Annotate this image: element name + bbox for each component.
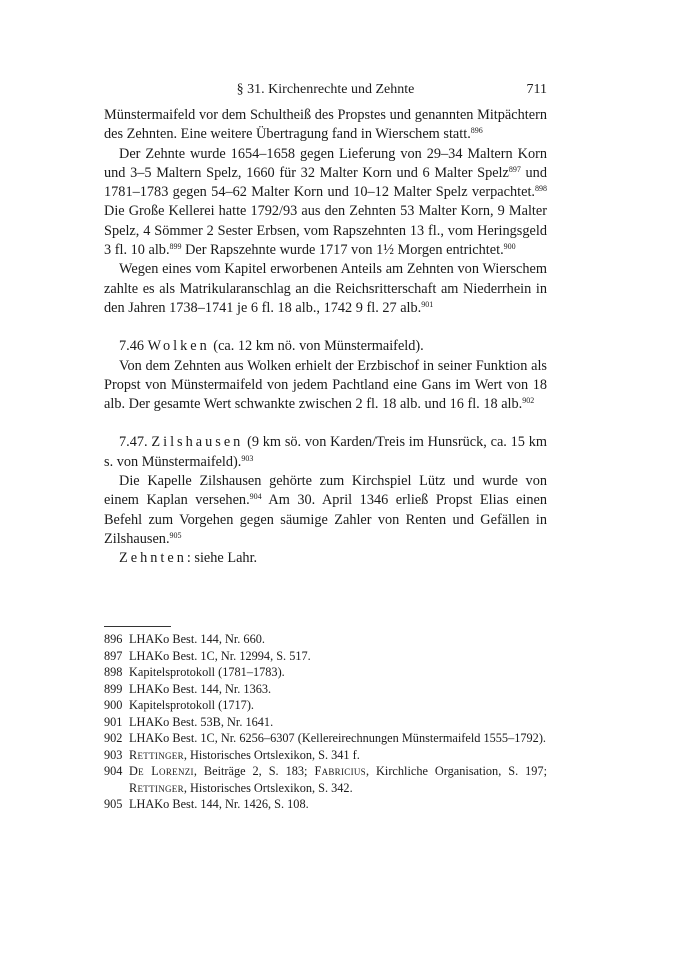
footnote-897 [104,648,547,665]
footnote-ref-896[interactable]: 896 [470,126,483,136]
footnote-number: 904 [104,764,123,778]
footnote-ref-902[interactable]: 902 [522,396,535,406]
author-name: De Lorenzi [129,764,194,778]
footnote-number: 898 [104,665,123,679]
footnote-899 [104,681,547,698]
running-header-title: § 31. Kirchenrechte und Zehnte [236,82,415,97]
footnote-903 [104,747,547,764]
paragraph-zehnte-pacht [104,145,547,261]
text-run: , Kirchliche Organisation, S. 197; [365,764,547,778]
footnote-900 [104,697,547,714]
main-text [104,106,547,569]
footnote-896 [104,631,547,648]
footnote-text [129,747,547,764]
place-name: Wolken [147,338,210,355]
text-run: Wegen eines vom Kapitel erworbenen Anteils am Zehnten von Wierschem zahlte es als Matrikularanschlag an die Reichsritterschaft am Niederrhein in den Jahren 1738–1741 je 6 fl. 18 alb., 1742 9 fl. 27 alb. [104,261,547,316]
text-run: Am 30. April 1346 erließ Propst Elias einen Befehl zum Vorgehen gegen säumige Zahler von Renten und Gefällen in Zilshausen. [104,492,547,547]
footnote-text: LHAKo Best. 1C, Nr. 6256–6307 (Kellereirechnungen Münstermaifeld 1555–1792). [129,731,546,745]
section-heading-wolken [104,337,547,356]
text-run: und 1781–1783 gegen 54–62 Malter Korn und 10–12 Malter Spelz verpachtet. [104,164,547,201]
paragraph-zilshausen [104,472,547,549]
footnote-text: Kapitelsprotokoll (1717). [129,698,254,712]
footnote-901 [104,714,547,731]
section-number: 7.47. [119,434,148,451]
footnote-text [129,763,547,796]
text-run: , Historisches Ortslexikon, S. 342. [183,780,353,795]
footnote-ref-904[interactable]: 904 [249,492,262,502]
footnote-number: 897 [104,648,123,663]
author-name: Rettinger [129,747,184,762]
footnote-902 [104,730,547,747]
footnotes [104,631,547,813]
text-run: , Historisches Ortslexikon, S. 341 f. [183,747,360,762]
text-run: Münstermaifeld vor dem Schultheiß des Propstes und genannten Mitpächtern des Zehnten. Eine weitere Übertragung fand in Wierschem statt. [104,107,547,143]
footnote-ref-898[interactable]: 898 [535,184,547,194]
paragraph-wolken [104,357,547,415]
footnote-ref-897[interactable]: 897 [508,164,521,174]
footnote-904 [104,763,547,796]
footnote-number: 901 [104,714,123,729]
footnote-number: 905 [104,797,123,811]
footnote-text: LHAKo Best. 144, Nr. 660. [129,632,265,646]
footnote-ref-901[interactable]: 901 [421,299,434,309]
text-run: Von dem Zehnten aus Wolken erhielt der Erzbischof in seiner Funktion als Propst von Münstermaifeld von jedem Pachtland eine Gans im Wert von 18 alb. Der gesamte Wert schwankte zwischen 2 fl. 18 alb. und 16 fl. 18 alb. [104,357,547,413]
running-header [104,82,547,106]
footnote-text: LHAKo Best. 53B, Nr. 1641. [129,714,274,729]
text-run: : siehe Lahr. [186,550,258,567]
text-run: Der Zehnte wurde 1654–1658 gegen Lieferung von 29–34 Maltern Korn und 3–5 Maltern Spelz, 1660 für 32 Malter Korn und 6 Malter Spelz [104,145,547,181]
text-run: , Beiträge 2, S. 183; [193,764,315,778]
paragraph-zehnten-ref [104,549,547,568]
text-run: (9 km sö. von Karden/Treis im Hunsrück, ca. 15 km s. von Münstermaifeld). [104,434,547,470]
footnote-898 [104,664,547,681]
text-run: Die Große Kellerei hatte 1792/93 aus den Zehnten 53 Malter Korn, 9 Malter Spelz, 4 Sömmer 2 Sester Erbsen, vom Rapszehnten 13 fl., vom Heringsgeld 3 fl. 10 alb. [104,203,547,259]
footnote-text: LHAKo Best. 1C, Nr. 12994, S. 517. [129,648,311,663]
footnote-ref-903[interactable]: 903 [241,453,254,463]
footnote-number: 896 [104,632,123,646]
footnote-ref-899[interactable]: 899 [169,242,182,252]
zehnten-label: Zehnten [119,550,187,567]
place-name: Zilshausen [151,434,244,451]
section-number: 7.46 [119,338,145,355]
footnote-text: LHAKo Best. 144, Nr. 1426, S. 108. [129,797,309,811]
section-heading-zilshausen [104,433,547,472]
footnote-separator [104,626,171,627]
footnote-number: 900 [104,698,123,712]
footnote-number: 902 [104,731,123,745]
text-run: (ca. 12 km nö. von Münstermaifeld). [209,338,424,355]
footnote-number: 899 [104,681,123,696]
footnote-text: LHAKo Best. 144, Nr. 1363. [129,681,272,696]
text-run: Der Rapszehnte wurde 1717 von 1½ Morgen entrichtet. [181,242,504,259]
footnote-905 [104,796,547,813]
footnote-number: 903 [104,747,123,762]
page-number: 711 [526,82,547,97]
footnote-ref-905[interactable]: 905 [169,530,182,540]
text-run: Die Kapelle Zilshausen gehörte zum Kirchspiel Lütz und wurde von einem Kaplan versehen. [104,473,547,509]
paragraph-continuation [104,106,547,145]
footnote-text: Kapitelsprotokoll (1781–1783). [129,665,285,679]
author-name: Fabricius [314,764,366,778]
page-content [104,82,547,569]
paragraph-wierschem-anteil [104,260,547,318]
author-name: Rettinger [129,780,184,795]
footnote-ref-900[interactable]: 900 [503,242,516,252]
